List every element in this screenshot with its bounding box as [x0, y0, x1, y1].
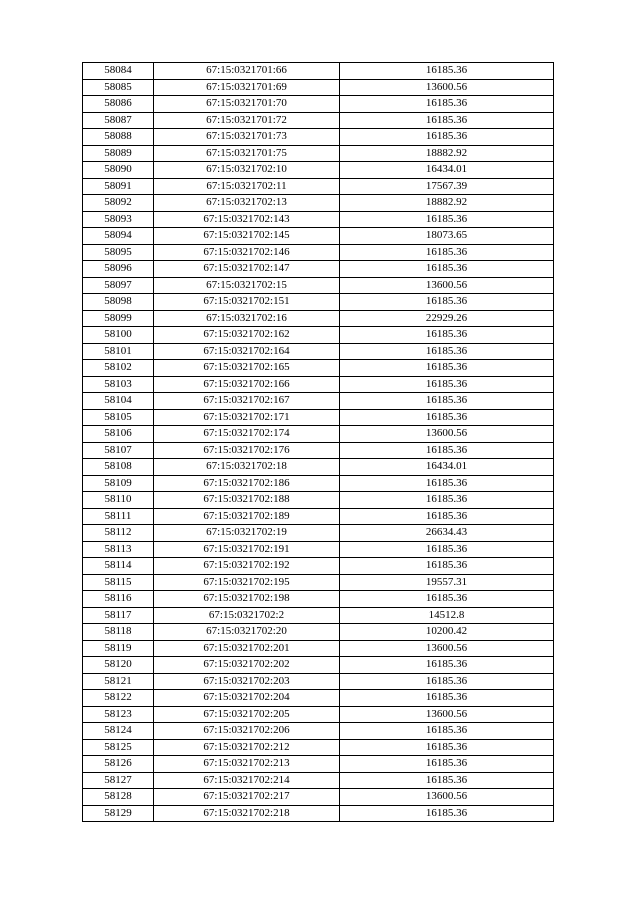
row-number-cell: 58113 — [83, 541, 154, 558]
cadastral-number-cell: 67:15:0321701:69 — [154, 79, 340, 96]
table-row — [83, 112, 554, 129]
table-row — [83, 640, 554, 657]
value-cell: 16185.36 — [340, 475, 554, 492]
cadastral-number-cell: 67:15:0321702:205 — [154, 706, 340, 723]
table-row — [83, 178, 554, 195]
value-cell: 19557.31 — [340, 574, 554, 591]
cadastral-number-cell: 67:15:0321702:162 — [154, 327, 340, 344]
row-number-cell: 58086 — [83, 96, 154, 113]
table-row — [83, 591, 554, 608]
value-cell: 18882.92 — [340, 195, 554, 212]
value-cell: 16434.01 — [340, 162, 554, 179]
row-number-cell: 58109 — [83, 475, 154, 492]
table-row — [83, 690, 554, 707]
table-row — [83, 244, 554, 261]
value-cell: 16185.36 — [340, 673, 554, 690]
row-number-cell: 58126 — [83, 756, 154, 773]
value-cell: 16185.36 — [340, 541, 554, 558]
value-cell: 16185.36 — [340, 244, 554, 261]
table-row — [83, 558, 554, 575]
table-row — [83, 657, 554, 674]
table-row — [83, 376, 554, 393]
cadastral-number-cell: 67:15:0321702:174 — [154, 426, 340, 443]
cadastral-number-cell: 67:15:0321702:203 — [154, 673, 340, 690]
table-row — [83, 162, 554, 179]
cadastral-number-cell: 67:15:0321702:11 — [154, 178, 340, 195]
value-cell: 16185.36 — [340, 756, 554, 773]
row-number-cell: 58116 — [83, 591, 154, 608]
row-number-cell: 58088 — [83, 129, 154, 146]
cadastral-number-cell: 67:15:0321702:202 — [154, 657, 340, 674]
value-cell: 16434.01 — [340, 459, 554, 476]
cadastral-number-cell: 67:15:0321702:214 — [154, 772, 340, 789]
table-row — [83, 79, 554, 96]
cadastral-number-cell: 67:15:0321701:72 — [154, 112, 340, 129]
cadastral-number-cell: 67:15:0321702:15 — [154, 277, 340, 294]
table-row — [83, 525, 554, 542]
cadastral-number-cell: 67:15:0321702:18 — [154, 459, 340, 476]
row-number-cell: 58095 — [83, 244, 154, 261]
table-row — [83, 508, 554, 525]
value-cell: 16185.36 — [340, 360, 554, 377]
table-row — [83, 211, 554, 228]
cadastral-number-cell: 67:15:0321702:218 — [154, 805, 340, 822]
value-cell: 18073.65 — [340, 228, 554, 245]
cadastral-number-cell: 67:15:0321702:10 — [154, 162, 340, 179]
table-row — [83, 310, 554, 327]
value-cell: 16185.36 — [340, 96, 554, 113]
row-number-cell: 58124 — [83, 723, 154, 740]
value-cell: 14512.8 — [340, 607, 554, 624]
value-cell: 16185.36 — [340, 657, 554, 674]
table-row — [83, 624, 554, 641]
table-row — [83, 393, 554, 410]
row-number-cell: 58122 — [83, 690, 154, 707]
row-number-cell: 58108 — [83, 459, 154, 476]
cadastral-number-cell: 67:15:0321702:186 — [154, 475, 340, 492]
value-cell: 16185.36 — [340, 690, 554, 707]
table-row — [83, 772, 554, 789]
cadastral-number-cell: 67:15:0321702:2 — [154, 607, 340, 624]
cadastral-number-cell: 67:15:0321702:151 — [154, 294, 340, 311]
row-number-cell: 58120 — [83, 657, 154, 674]
row-number-cell: 58112 — [83, 525, 154, 542]
table-row — [83, 343, 554, 360]
table-row — [83, 426, 554, 443]
table-row — [83, 789, 554, 806]
cadastral-number-cell: 67:15:0321702:13 — [154, 195, 340, 212]
value-cell: 16185.36 — [340, 805, 554, 822]
row-number-cell: 58118 — [83, 624, 154, 641]
value-cell: 13600.56 — [340, 426, 554, 443]
cadastral-number-cell: 67:15:0321702:145 — [154, 228, 340, 245]
row-number-cell: 58121 — [83, 673, 154, 690]
row-number-cell: 58103 — [83, 376, 154, 393]
value-cell: 16185.36 — [340, 442, 554, 459]
cadastral-number-cell: 67:15:0321701:75 — [154, 145, 340, 162]
table-row — [83, 541, 554, 558]
value-cell: 18882.92 — [340, 145, 554, 162]
row-number-cell: 58128 — [83, 789, 154, 806]
row-number-cell: 58111 — [83, 508, 154, 525]
value-cell: 16185.36 — [340, 739, 554, 756]
cadastral-number-cell: 67:15:0321702:217 — [154, 789, 340, 806]
row-number-cell: 58085 — [83, 79, 154, 96]
cadastral-number-cell: 67:15:0321702:167 — [154, 393, 340, 410]
value-cell: 16185.36 — [340, 508, 554, 525]
table-row — [83, 294, 554, 311]
cadastral-number-cell: 67:15:0321702:212 — [154, 739, 340, 756]
table-row — [83, 277, 554, 294]
row-number-cell: 58091 — [83, 178, 154, 195]
row-number-cell: 58123 — [83, 706, 154, 723]
table-row — [83, 706, 554, 723]
table-row — [83, 673, 554, 690]
row-number-cell: 58094 — [83, 228, 154, 245]
table-row — [83, 723, 554, 740]
value-cell: 16185.36 — [340, 261, 554, 278]
cadastral-number-cell: 67:15:0321702:143 — [154, 211, 340, 228]
row-number-cell: 58117 — [83, 607, 154, 624]
value-cell: 16185.36 — [340, 393, 554, 410]
row-number-cell: 58110 — [83, 492, 154, 509]
cadastral-number-cell: 67:15:0321702:201 — [154, 640, 340, 657]
cadastral-number-cell: 67:15:0321702:188 — [154, 492, 340, 509]
table-row — [83, 805, 554, 822]
row-number-cell: 58089 — [83, 145, 154, 162]
table-row — [83, 607, 554, 624]
cadastral-number-cell: 67:15:0321701:73 — [154, 129, 340, 146]
value-cell: 16185.36 — [340, 129, 554, 146]
table-row — [83, 228, 554, 245]
value-cell: 16185.36 — [340, 409, 554, 426]
cadastral-number-cell: 67:15:0321702:147 — [154, 261, 340, 278]
cadastral-number-cell: 67:15:0321702:192 — [154, 558, 340, 575]
value-cell: 22929.26 — [340, 310, 554, 327]
cadastral-number-cell: 67:15:0321702:176 — [154, 442, 340, 459]
cadastral-number-cell: 67:15:0321701:70 — [154, 96, 340, 113]
value-cell: 16185.36 — [340, 591, 554, 608]
value-cell: 13600.56 — [340, 789, 554, 806]
cadastral-number-cell: 67:15:0321702:195 — [154, 574, 340, 591]
value-cell: 13600.56 — [340, 277, 554, 294]
row-number-cell: 58102 — [83, 360, 154, 377]
value-cell: 16185.36 — [340, 376, 554, 393]
table-row — [83, 145, 554, 162]
table-row — [83, 492, 554, 509]
cadastral-number-cell: 67:15:0321702:146 — [154, 244, 340, 261]
row-number-cell: 58099 — [83, 310, 154, 327]
table-row — [83, 739, 554, 756]
value-cell: 16185.36 — [340, 492, 554, 509]
value-cell: 16185.36 — [340, 327, 554, 344]
row-number-cell: 58087 — [83, 112, 154, 129]
cadastral-number-cell: 67:15:0321702:206 — [154, 723, 340, 740]
row-number-cell: 58084 — [83, 63, 154, 80]
cadastral-number-cell: 67:15:0321701:66 — [154, 63, 340, 80]
row-number-cell: 58096 — [83, 261, 154, 278]
table-row — [83, 327, 554, 344]
table-row — [83, 360, 554, 377]
table-row — [83, 409, 554, 426]
row-number-cell: 58097 — [83, 277, 154, 294]
table-row — [83, 261, 554, 278]
row-number-cell: 58119 — [83, 640, 154, 657]
cadastral-number-cell: 67:15:0321702:171 — [154, 409, 340, 426]
cadastral-number-cell: 67:15:0321702:204 — [154, 690, 340, 707]
row-number-cell: 58105 — [83, 409, 154, 426]
row-number-cell: 58093 — [83, 211, 154, 228]
value-cell: 16185.36 — [340, 772, 554, 789]
table-row — [83, 63, 554, 80]
row-number-cell: 58127 — [83, 772, 154, 789]
value-cell: 10200.42 — [340, 624, 554, 641]
value-cell: 16185.36 — [340, 63, 554, 80]
table-row — [83, 195, 554, 212]
table-row — [83, 574, 554, 591]
table-row — [83, 442, 554, 459]
value-cell: 16185.36 — [340, 211, 554, 228]
table-row — [83, 459, 554, 476]
value-cell: 13600.56 — [340, 706, 554, 723]
table-row — [83, 129, 554, 146]
cadastral-value-table — [82, 62, 554, 822]
row-number-cell: 58100 — [83, 327, 154, 344]
row-number-cell: 58125 — [83, 739, 154, 756]
table-body — [83, 63, 554, 822]
cadastral-number-cell: 67:15:0321702:213 — [154, 756, 340, 773]
value-cell: 17567.39 — [340, 178, 554, 195]
cadastral-number-cell: 67:15:0321702:20 — [154, 624, 340, 641]
cadastral-number-cell: 67:15:0321702:19 — [154, 525, 340, 542]
cadastral-number-cell: 67:15:0321702:165 — [154, 360, 340, 377]
row-number-cell: 58092 — [83, 195, 154, 212]
value-cell: 26634.43 — [340, 525, 554, 542]
cadastral-number-cell: 67:15:0321702:189 — [154, 508, 340, 525]
row-number-cell: 58104 — [83, 393, 154, 410]
cadastral-number-cell: 67:15:0321702:198 — [154, 591, 340, 608]
table-row — [83, 96, 554, 113]
row-number-cell: 58090 — [83, 162, 154, 179]
row-number-cell: 58101 — [83, 343, 154, 360]
cadastral-number-cell: 67:15:0321702:164 — [154, 343, 340, 360]
row-number-cell: 58098 — [83, 294, 154, 311]
cadastral-number-cell: 67:15:0321702:166 — [154, 376, 340, 393]
value-cell: 16185.36 — [340, 723, 554, 740]
table-row — [83, 756, 554, 773]
cadastral-number-cell: 67:15:0321702:16 — [154, 310, 340, 327]
value-cell: 13600.56 — [340, 79, 554, 96]
value-cell: 13600.56 — [340, 640, 554, 657]
row-number-cell: 58115 — [83, 574, 154, 591]
value-cell: 16185.36 — [340, 294, 554, 311]
value-cell: 16185.36 — [340, 112, 554, 129]
value-cell: 16185.36 — [340, 558, 554, 575]
row-number-cell: 58129 — [83, 805, 154, 822]
table-row — [83, 475, 554, 492]
row-number-cell: 58106 — [83, 426, 154, 443]
value-cell: 16185.36 — [340, 343, 554, 360]
row-number-cell: 58114 — [83, 558, 154, 575]
row-number-cell: 58107 — [83, 442, 154, 459]
cadastral-number-cell: 67:15:0321702:191 — [154, 541, 340, 558]
